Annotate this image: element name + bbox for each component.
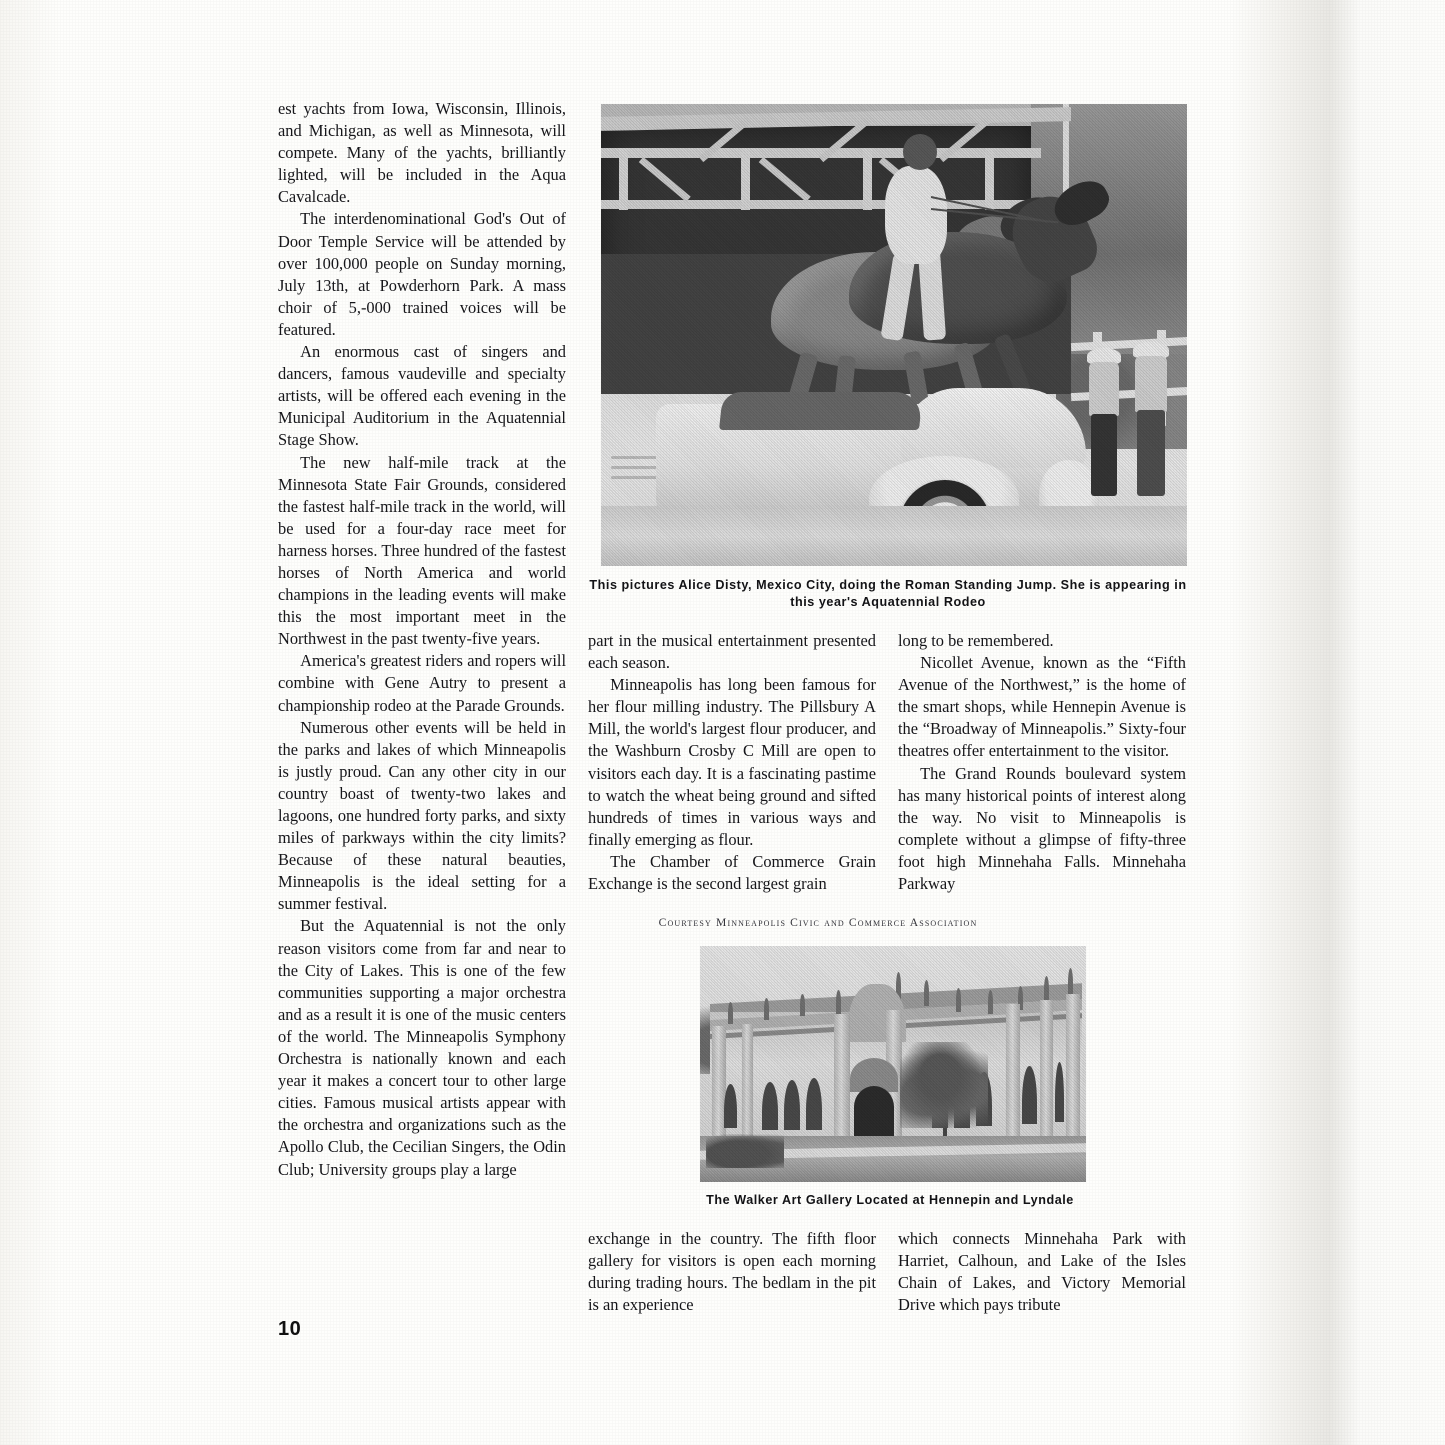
paragraph: But the Aquatennial is not the only reason visitors come from far and near to the City of Lakes. This is one of the few communities supporting a major orchestra and as a result it is one of the music centers of the world. The Minneapolis Symphony Orchestra is nationally known and each year it makes a concert tour to other large cities. Famous musical artists appear with the orchestra and organizations such as the Apollo Club, the Cecilian Singers, the Odin Club; University groups play a large: [278, 916, 566, 1179]
paragraph: The Chamber of Commerce Grain Exchange is the second largest grain: [588, 851, 876, 894]
body-column-3-lower: [898, 1228, 1186, 1316]
walker-photo-caption: The Walker Art Gallery Located at Hennepin and Lyndale: [706, 1193, 1074, 1207]
paragraph: An enormous cast of singers and dancers, famous vaudeville and specialty artists, will be offered each evening in the Municipal Auditorium in the Aquatennial Stage Show.: [278, 342, 566, 450]
walker-gallery-photograph: [700, 946, 1086, 1182]
roof-pinnacle: [924, 980, 929, 1006]
building-pier: [1006, 1004, 1020, 1138]
paragraph: which connects Minnehaha Park with Harriet, Calhoun, and Lake of the Isles Chain of Lakes, and Victory Memorial Drive which pays tribute: [898, 1229, 1186, 1315]
foreground-shrub: [706, 1134, 784, 1168]
truss-post: [985, 148, 994, 210]
page-number: 10: [278, 1318, 302, 1340]
photo-credit-line: Courtesy Minneapolis Civic and Commerce Association: [658, 916, 978, 929]
body-column-2-upper: [588, 630, 876, 895]
roof-pinnacle: [956, 988, 961, 1012]
paragraph: exchange in the country. The fifth floor gallery for visitors is open each morning during trading hours. The bedlam in the pit is an experience: [588, 1229, 876, 1315]
truss-post: [741, 148, 750, 210]
cowboy-shirt: [1135, 356, 1167, 412]
rider-head: [903, 134, 937, 170]
body-column-3-upper: [898, 630, 1186, 895]
body-column-2-lower: [588, 1228, 876, 1316]
paragraph: long to be remembered.: [898, 631, 1054, 650]
building-pier: [1040, 1000, 1053, 1138]
building-pier: [742, 1024, 753, 1138]
paragraph: America's greatest riders and ropers will combine with Gene Autry to present a championship rodeo at the Parade Grounds.: [278, 651, 566, 715]
truss-post: [619, 148, 628, 210]
building-pier: [1066, 994, 1080, 1136]
roof-pinnacle: [800, 994, 805, 1016]
paragraph: part in the musical entertainment presented each season.: [588, 631, 876, 673]
truss-post: [863, 148, 872, 210]
car-tarp: [719, 392, 923, 430]
entry-door: [854, 1086, 894, 1140]
cowboy-pants: [1137, 410, 1165, 496]
roof-pinnacle: [764, 998, 769, 1020]
paragraph: The interdenominational God's Out of Door Temple Service will be attended by over 100,000 people on Sunday morning, July 13th, at Powderhorn Park. A mass choir of 5,-000 trained voices will be featured.: [278, 209, 566, 339]
rider-torso: [885, 166, 947, 264]
roof-pinnacle: [836, 990, 841, 1014]
paragraph: The Grand Rounds boulevard system has many historical points of interest along the way. No visit to Minneapolis is complete without a glimpse of fifty-three foot high Minnehaha Falls. Minnehaha Parkway: [898, 763, 1186, 894]
paragraph: The new half-mile track at the Minnesota State Fair Grounds, considered the fastest half-mile track in the world, will be used for a four-day race meet for harness horses. Three hundred of the fastest horses of North America and world champions in the leading events will make this the most important meet in the Northwest in the past twenty-five years.: [278, 452, 566, 649]
rodeo-photo-caption: This pictures Alice Disty, Mexico City, doing the Roman Standing Jump. She is appearing in this year's Aquatennial Rodeo: [589, 578, 1187, 609]
body-column-1: [278, 98, 566, 1181]
paragraph: Minneapolis has long been famous for her flour milling industry. The Pillsbury A Mill, the world's largest flour producer, and the Washburn Crosby C Mill are open to visitors each day. It is a fascinating pastime to watch the wheat being ground and sifted hundreds of times in various ways and finally emerging as flour.: [588, 675, 876, 849]
cowboy-pants: [1091, 414, 1117, 496]
paragraph: Nicollet Avenue, known as the “Fifth Avenue of the Northwest,” is the home of the smart shops, while Hennepin Avenue is the “Broadway of Minneapolis.” Sixty-four theatres offer entertainment to the visitor.: [898, 653, 1186, 761]
roof-pinnacle: [728, 1002, 733, 1024]
arena-ground: [601, 506, 1187, 566]
cowboy-shirt: [1089, 362, 1119, 416]
roof-pinnacle: [988, 990, 993, 1014]
rodeo-photograph: [601, 104, 1187, 566]
paragraph: Numerous other events will be held in the parks and lakes of which Minneapolis is justly proud. Can any other city in our country boast of twenty-two lakes and lagoons, one hundred forty parks, and sixty miles of parkways within the city limits? Because of these natural beauties, Minneapolis is the ideal setting for a summer festival.: [278, 717, 566, 914]
paragraph: est yachts from Iowa, Wisconsin, Illinois, and Michigan, as well as Minnesota, will compete. Many of the yachts, brilliantly lighted, will be included in the Aqua Cavalcade.: [278, 99, 566, 207]
building-pier: [834, 1014, 850, 1138]
foreground-tree: [900, 1042, 988, 1128]
